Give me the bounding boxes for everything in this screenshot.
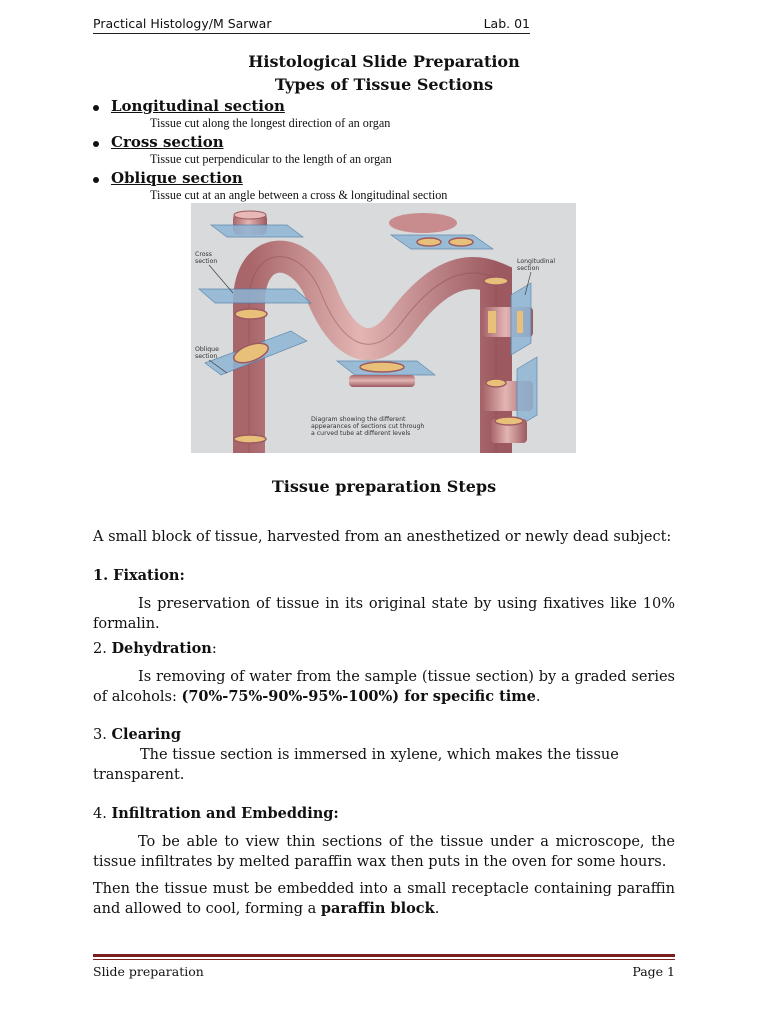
page-title: Histological Slide Preparation <box>248 52 520 71</box>
infiltration-heading <box>93 805 339 822</box>
fixation-heading: 1. Fixation: <box>93 567 185 584</box>
footer-rule-thin <box>93 959 675 960</box>
tissue-sections-figure <box>191 203 576 453</box>
dehydration-text <box>93 667 675 707</box>
step-number: 4. <box>93 806 112 822</box>
step-number: 2. <box>93 641 112 657</box>
step-number: 3. <box>93 727 112 743</box>
section-type-name: Cross section <box>111 133 224 151</box>
section-type-desc: Tissue cut along the longest direction of an organ <box>150 116 391 130</box>
heading-colon: : <box>211 641 217 657</box>
dehydration-heading <box>93 640 217 657</box>
figure-caption-2: appearances of sections cut through <box>311 423 425 430</box>
section-type-desc: Tissue cut perpendicular to the length of an organ <box>150 152 392 166</box>
intro-text: A small block of tissue, harvested from an anesthetized or newly dead subject: <box>93 529 672 545</box>
figure-caption-1: Diagram showing the different <box>311 416 406 423</box>
figure-caption-3: a curved tube at different levels <box>311 430 411 437</box>
bullet-icon <box>93 177 99 183</box>
embedding-text-c: . <box>434 901 440 917</box>
label-longitudinal-1: Longitudinal <box>517 258 556 265</box>
infiltration-text-1: To be able to view thin sections of the tissue under a microscope, the tissue infiltrates by melted paraffin wax then puts in the oven for some hours. <box>93 834 675 870</box>
section-type-name: Longitudinal section <box>111 97 285 115</box>
label-oblique-2: section <box>195 353 218 360</box>
embedding-text-a: Then the tissue must be embedded into a small receptacle containing paraffin and allowed to cool, forming a <box>93 881 675 917</box>
clearing-heading <box>93 726 181 743</box>
label-cross-2: section <box>195 258 218 265</box>
label-cross-1: Cross <box>195 251 212 258</box>
cross-plane <box>211 225 303 237</box>
step-name: Infiltration and Embedding: <box>111 805 339 822</box>
paraffin-block-term: paraffin block <box>320 900 435 917</box>
page-subtitle: Types of Tissue Sections <box>274 75 494 94</box>
steps-title: Tissue preparation Steps <box>271 477 497 496</box>
tube-diagram <box>191 203 576 453</box>
double-section-plane <box>391 235 493 249</box>
bullet-icon <box>93 141 99 147</box>
top-arch <box>389 213 457 233</box>
dehydration-text-a: Is removing of water from the sample (tissue section) by a graded series of alcohols: <box>93 669 675 705</box>
clearing-text: The tissue section is immersed in xylene, which makes the tissue transparent. <box>93 747 619 783</box>
step-name: Dehydration <box>111 640 212 657</box>
label-longitudinal-2: section <box>517 265 540 272</box>
label-oblique-1: Oblique <box>195 346 219 353</box>
page-number: Page 1 <box>632 964 675 979</box>
bullet-icon <box>93 105 99 111</box>
section-type-name: Oblique section <box>111 169 243 187</box>
alcohol-series: (70%-75%-90%-95%-100%) for specific time <box>181 688 536 705</box>
page-footer <box>93 964 675 979</box>
footer-rule-thick <box>93 954 675 957</box>
step-name: Clearing <box>111 726 181 743</box>
fixation-text: Is preservation of tissue in its original state by using fixatives like 10% formalin. <box>93 596 675 632</box>
header-lab: Lab. 01 <box>483 16 530 31</box>
infiltration-text-2 <box>93 879 675 919</box>
footer-title: Slide preparation <box>93 964 204 979</box>
header-course: Practical Histology/M Sarwar <box>93 16 272 31</box>
section-type-desc: Tissue cut at an angle between a cross & longitudinal section <box>150 188 448 202</box>
page-header <box>93 16 530 31</box>
dehydration-text-c: . <box>535 689 541 705</box>
header-rule <box>93 33 530 34</box>
